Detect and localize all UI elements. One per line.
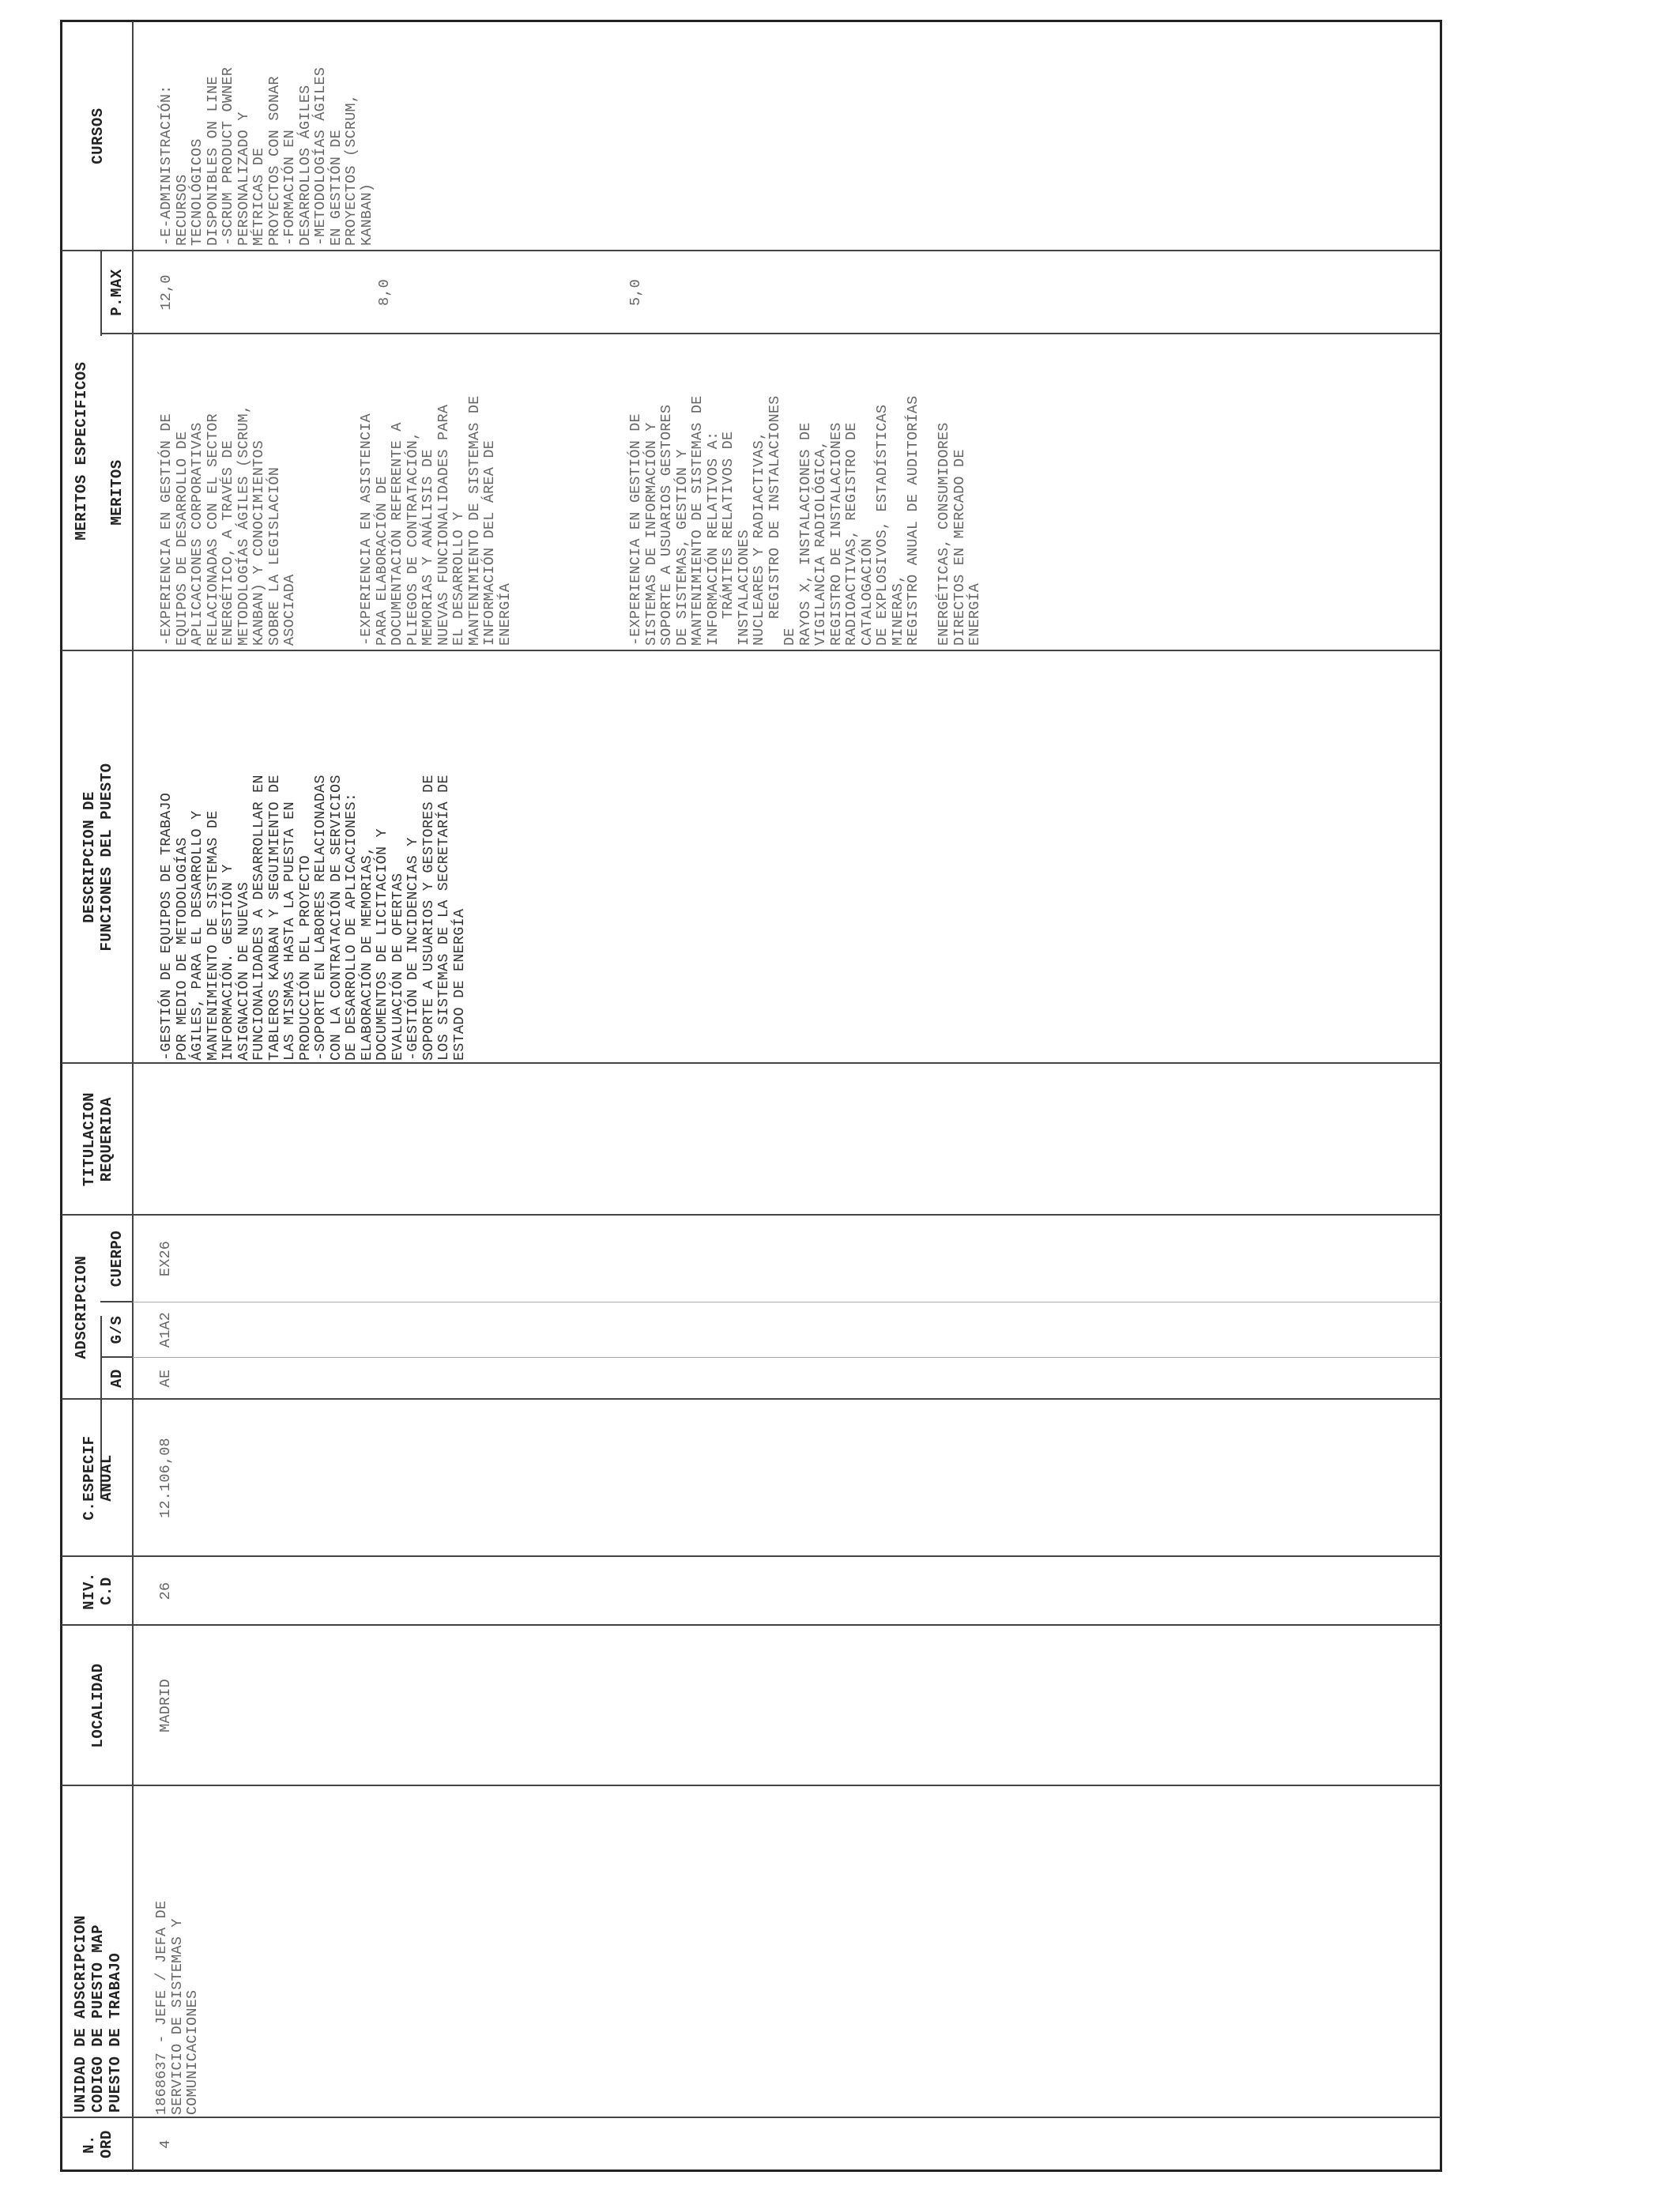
cell-nivel: 26 xyxy=(157,1581,174,1600)
rule-unidad xyxy=(62,1785,1441,1786)
cell-n-ord: 4 xyxy=(157,2139,174,2149)
header-nivel: NIV. C.D xyxy=(80,1572,115,1610)
header-ad: AD xyxy=(107,1369,126,1388)
rule-meritos xyxy=(100,333,1441,334)
cell-cuerpo: EX26 xyxy=(157,1240,174,1277)
cell-merito-1: -EXPERIENCIA EN GESTIÓN DE EQUIPOS DE DESARROLLO DE APLICACIONES CORPORATIVAS RELACIONADAS CON EL SECTOR ENERGÉTICO, A TRAVÉS DE METODOLOGÍAS ÁGILES (SCRUM, KANBAN) Y CONOCIMIENTOS SOBRE LA LEGISLACIÓN ASOCIADA xyxy=(158,404,298,646)
cell-c-especif: 12.106,08 xyxy=(157,1438,174,1518)
header-cuerpo: CUERPO xyxy=(107,1230,126,1287)
cell-ad: AE xyxy=(157,1369,174,1388)
header-cursos: CURSOS xyxy=(89,107,107,164)
header-rule xyxy=(132,21,134,2170)
cell-gs: A1A2 xyxy=(157,1311,174,1348)
rule-pmax xyxy=(62,250,1441,251)
header-meritos: MERITOS xyxy=(107,459,126,526)
cell-unidad: 1868637 - JEFE / JEFA DE SERVICIO DE SISTEMAS Y COMUNICACIONES xyxy=(153,1900,201,2115)
header-meritos-especificos: MERITOS ESPECIFICOS xyxy=(73,361,90,541)
header-descripcion: DESCRIPCION DE FUNCIONES DEL PUESTO xyxy=(80,763,115,952)
cell-merito-2: -EXPERIENCIA EN ASISTENCIA PARA ELABORACIÓN DE DOCUMENTACIÓN REFERENTE A PLIEGOS DE CONTRATACIÓN, MEMORIAS Y ANÁLISIS DE NUEVAS FUNCIONALIDADES PARA EL DESARROLLO Y MANTENIMIENTO DE SISTEMAS DE INFORMACIÓN DEL ÁREA DE ENERGÍA xyxy=(358,395,514,646)
cell-cursos: -E-ADMINISTRACIÓN: RECURSOS TECNOLÓGICOS DISPONIBLES ON LINE -SCRUM PRODUCT OWNER PERSONALIZADO Y MÉTRICAS DE PROYECTOS CON SONAR -FORMACIÓN EN DESARROLLOS ÁGILES -METODOLOGÍAS ÁGILES EN GESTIÓN DE PROYECTOS (SCRUM, KANBAN) xyxy=(158,66,375,246)
cell-pmax-1: 12,0 xyxy=(158,274,175,311)
rule-n-ord xyxy=(62,2117,1441,2118)
rule-descripcion xyxy=(62,650,1441,651)
cell-merito-3: -EXPERIENCIA EN GESTIÓN DE SISTEMAS DE INFORMACIÓN Y SOPORTE A USUARIOS GESTORES DE SISTEMAS, GESTIÓN Y MANTENIMIENTO DE SISTEMAS DE INFORMACIÓN RELATIVOS A: TRÁMITES RELATIVOS DE INSTALACIONES NUCLEARES Y RADIACTIVAS, REGISTRO DE INSTALACIONES DE RAYOS X, INSTALACIONES DE VIGILANCIA RADIOLÓGICA, REGISTRO DE INSTALACIONES RADIOACTIVAS, REGISTRO DE CATALOGACIÓN DE EXPLOSIVOS, ESTADÍSTICAS MINERAS, REGISTRO ANUAL DE AUDITORÍAS ENERGÉTICAS, CONSUMIDORES DIRECTOS EN MERCADO DE ENERGÍA xyxy=(627,395,983,646)
cell-descripcion: -GESTIÓN DE EQUIPOS DE TRABAJO POR MEDIO DE METODOLOGÍAS ÁGILES, PARA EL DESARROLLO Y MANTENIMIENTO DE SISTEMAS DE INFORMACIÓN. GESTIÓN Y ASIGNACIÓN DE NUEVAS FUNCIONALIDADES A DESARROLLAR EN TABLEROS KANBAN Y SEGUIMIENTO DE LAS MISMAS HASTA LA PUESTA EN PRODUCCIÓN DEL PROYECTO -SOPORTE EN LABORES RELACIONADAS CON LA CONTRATACIÓN DE SERVICIOS DE DESARROLLO DE APLICACIONES: ELABORACIÓN DE MEMORIAS, DOCUMENTOS DE LICITACIÓN Y EVALUACIÓN DE OFERTAS -GESTIÓN DE INCIDENCIAS Y SOPORTE A USUARIOS Y GESTORES DE LOS SISTEMAS DE LA SECRETARÍA DE ESTADO DE ENERGÍA xyxy=(158,775,468,1061)
header-n-ord: N. ORD xyxy=(80,2130,115,2158)
header-localidad: LOCALIDAD xyxy=(89,1663,107,1748)
rule-cuerpo xyxy=(62,1214,1441,1216)
cell-pmax-2: 8,0 xyxy=(376,279,393,306)
header-gs: G/S xyxy=(107,1315,126,1344)
cell-pmax-3: 5,0 xyxy=(627,279,644,306)
rule-localidad xyxy=(62,1624,1441,1626)
rule-titulacion xyxy=(62,1062,1441,1064)
table-frame xyxy=(60,20,1442,2172)
header-p-max: P.MAX xyxy=(107,269,126,316)
header-c-especif: C.ESPECIF ANUAL xyxy=(80,1435,115,1521)
cell-localidad: MADRID xyxy=(157,1679,174,1732)
header-unidad: UNIDAD DE ADSCRIPCION CODIGO DE PUESTO MAP PUESTO DE TRABAJO xyxy=(71,1915,124,2113)
header-adscripcion: ADSCRIPCION xyxy=(73,1255,90,1359)
rule-nivel xyxy=(62,1555,1441,1557)
header-titulacion: TITULACION REQUERIDA xyxy=(80,1091,115,1187)
rule-ad-body xyxy=(133,1357,1441,1358)
rule-c-especif xyxy=(62,1398,1441,1400)
